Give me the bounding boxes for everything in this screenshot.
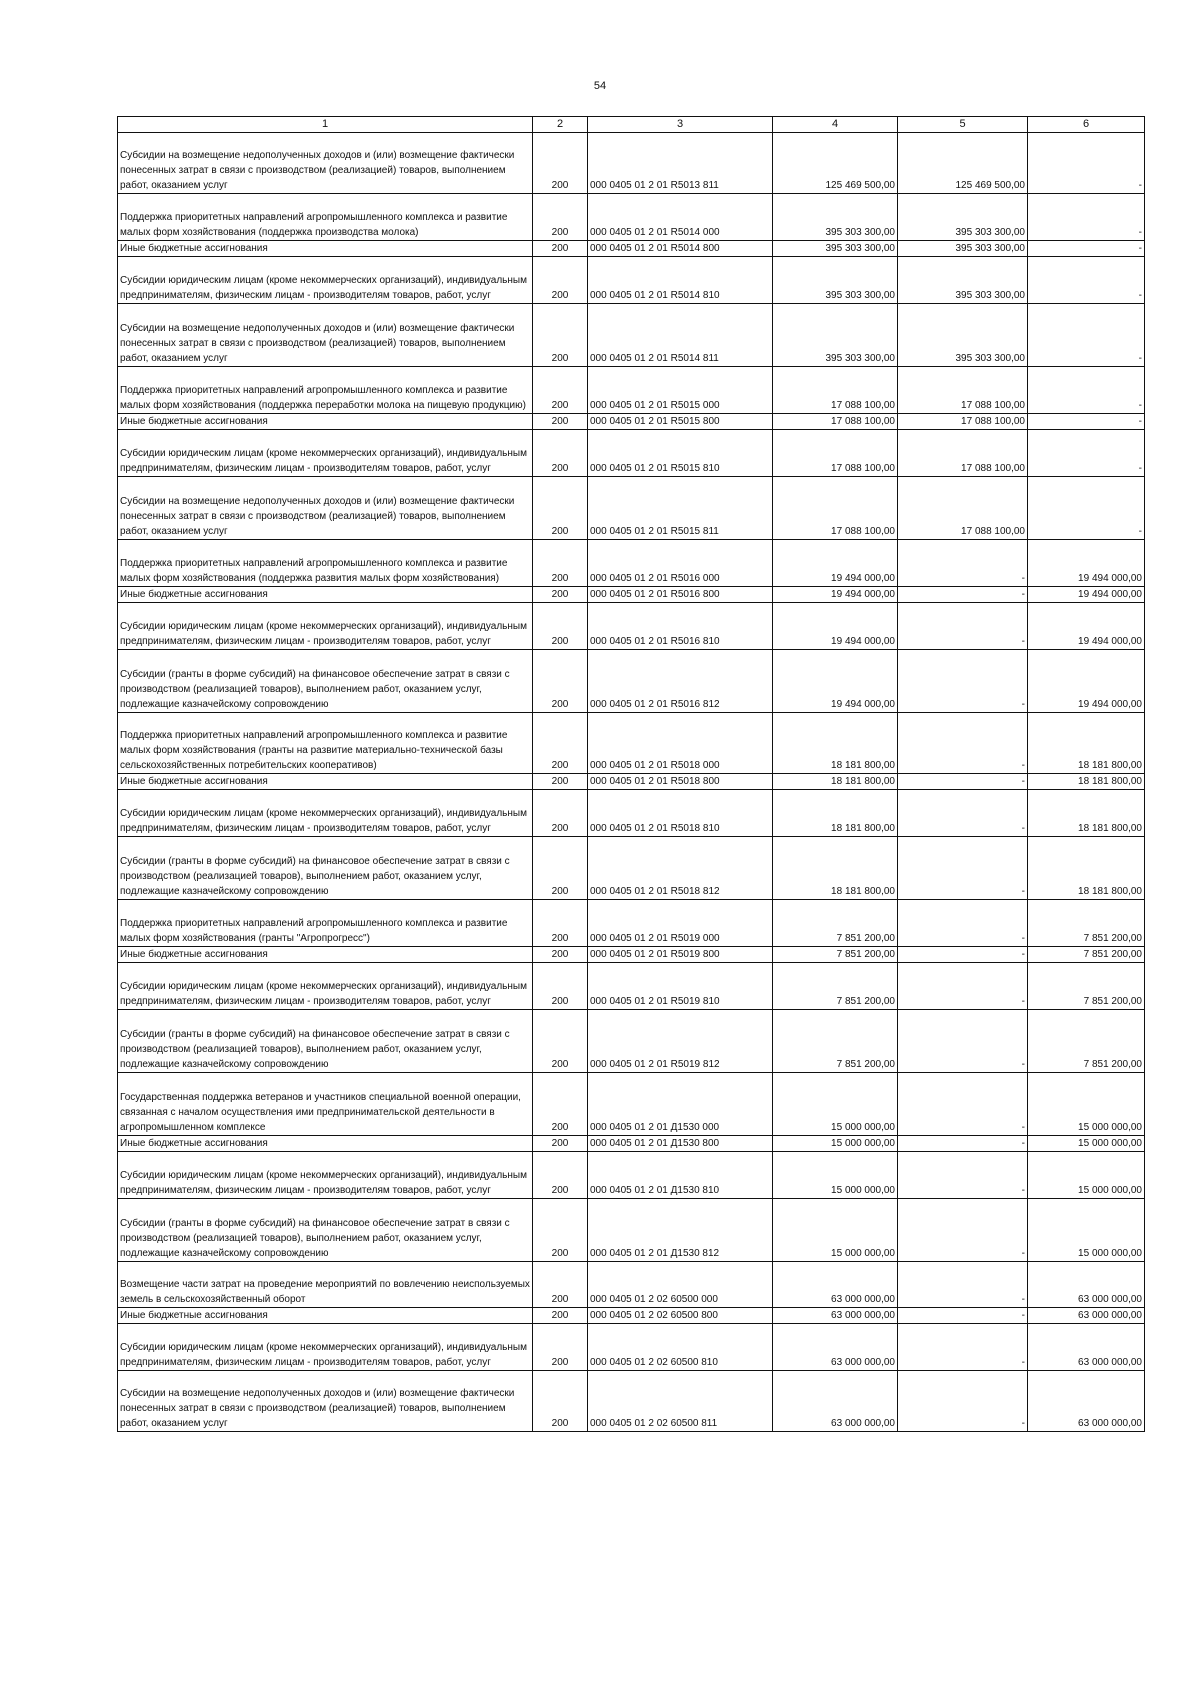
amount-col6-cell: 18 181 800,00 — [1028, 774, 1145, 790]
amount-col6-cell: 18 181 800,00 — [1028, 713, 1145, 774]
row-name-cell — [118, 367, 533, 414]
amount-col6-cell: - — [1028, 477, 1145, 540]
amount-col6-cell: 63 000 000,00 — [1028, 1324, 1145, 1371]
table-row — [118, 603, 1145, 650]
table-row — [118, 1324, 1145, 1371]
amount-col4-cell: 395 303 300,00 — [773, 304, 898, 367]
table-row — [118, 304, 1145, 367]
amount-col6-cell: - — [1028, 257, 1145, 304]
row-name: Поддержка приоритетных направлений агропромышленного комплекса и развитие малых форм хозяйствования (поддержка переработки молока на пищевую продукцию) — [120, 385, 526, 411]
row-name-cell — [118, 1199, 533, 1262]
amount-col5-cell: - — [898, 1371, 1028, 1432]
admin-code-cell: 200 — [533, 1262, 588, 1308]
row-name-cell — [118, 1073, 533, 1136]
amount-col5-cell: - — [898, 1262, 1028, 1308]
row-name: Иные бюджетные ассигнования — [120, 589, 268, 600]
table-row — [118, 1073, 1145, 1136]
amount-col5-cell: - — [898, 774, 1028, 790]
budget-code-cell: 000 0405 01 2 01 R5015 800 — [588, 414, 773, 430]
budget-code-cell: 000 0405 01 2 01 Д1530 800 — [588, 1136, 773, 1152]
amount-col5-cell: - — [898, 837, 1028, 900]
row-name-cell — [118, 194, 533, 241]
row-name: Иные бюджетные ассигнования — [120, 243, 268, 254]
budget-code-cell: 000 0405 01 2 01 R5014 810 — [588, 257, 773, 304]
budget-code-cell: 000 0405 01 2 01 R5014 800 — [588, 241, 773, 257]
amount-col4-cell: 17 088 100,00 — [773, 477, 898, 540]
budget-code-cell: 000 0405 01 2 01 R5015 000 — [588, 367, 773, 414]
table-row — [118, 257, 1145, 304]
row-name-cell — [118, 1152, 533, 1199]
row-name-cell — [118, 1308, 533, 1324]
amount-col5-cell: - — [898, 1073, 1028, 1136]
amount-col4-cell: 63 000 000,00 — [773, 1262, 898, 1308]
amount-col6-cell: - — [1028, 241, 1145, 257]
amount-col6-cell: 18 181 800,00 — [1028, 790, 1145, 837]
cell-spacer — [120, 1201, 530, 1216]
amount-col4-cell: 63 000 000,00 — [773, 1371, 898, 1432]
amount-col4-cell: 15 000 000,00 — [773, 1073, 898, 1136]
amount-col6-cell: 7 851 200,00 — [1028, 1010, 1145, 1073]
admin-code-cell: 200 — [533, 194, 588, 241]
row-name-cell — [118, 1262, 533, 1308]
admin-code-cell: 200 — [533, 947, 588, 963]
table-row — [118, 367, 1145, 414]
amount-col5-cell: - — [898, 1136, 1028, 1152]
cell-spacer — [120, 306, 530, 321]
budget-code-cell: 000 0405 01 2 01 R5019 000 — [588, 900, 773, 947]
amount-col4-cell: 19 494 000,00 — [773, 540, 898, 587]
table-row — [118, 650, 1145, 713]
amount-col6-cell: 15 000 000,00 — [1028, 1136, 1145, 1152]
amount-col5-cell: - — [898, 1324, 1028, 1371]
row-name: Субсидии на возмещение недополученных доходов и (или) возмещение фактически понесенных затрат в связи с производством (реализацией) товаров, выполнением работ, оказанием услуг — [120, 150, 515, 191]
cell-spacer — [120, 479, 530, 494]
budget-code-cell: 000 0405 01 2 01 R5016 000 — [588, 540, 773, 587]
amount-col4-cell: 7 851 200,00 — [773, 947, 898, 963]
row-name: Субсидии юридическим лицам (кроме некоммерческих организаций), индивидуальным предпринимателям, физическим лицам - производителям товаров, работ, услуг — [120, 981, 527, 1007]
row-name-cell — [118, 790, 533, 837]
amount-col5-cell: 395 303 300,00 — [898, 241, 1028, 257]
budget-code-cell: 000 0405 01 2 01 R5013 811 — [588, 133, 773, 194]
admin-code-cell: 200 — [533, 900, 588, 947]
amount-col6-cell: - — [1028, 304, 1145, 367]
row-name: Субсидии (гранты в форме субсидий) на финансовое обеспечение затрат в связи с производством (реализацией товаров), выполнением работ, оказанием услуг, подлежащие казначейскому сопровождению — [120, 669, 510, 710]
admin-code-cell: 200 — [533, 1199, 588, 1262]
row-name: Субсидии юридическим лицам (кроме некоммерческих организаций), индивидуальным предпринимателям, физическим лицам - производителям товаров, работ, услуг — [120, 275, 527, 301]
amount-col5-cell: 395 303 300,00 — [898, 257, 1028, 304]
amount-col4-cell: 15 000 000,00 — [773, 1152, 898, 1199]
amount-col6-cell: - — [1028, 414, 1145, 430]
admin-code-cell: 200 — [533, 1073, 588, 1136]
column-header: 1 — [118, 117, 533, 133]
budget-code-cell: 000 0405 01 2 01 Д1530 810 — [588, 1152, 773, 1199]
row-name: Поддержка приоритетных направлений агропромышленного комплекса и развитие малых форм хозяйствования (поддержка производства молока) — [120, 212, 508, 238]
budget-code-cell: 000 0405 01 2 01 R5016 800 — [588, 587, 773, 603]
amount-col5-cell: - — [898, 1010, 1028, 1073]
column-header: 5 — [898, 117, 1028, 133]
admin-code-cell: 200 — [533, 1324, 588, 1371]
row-name: Субсидии на возмещение недополученных доходов и (или) возмещение фактически понесенных затрат в связи с производством (реализацией) товаров, выполнением работ, оказанием услуг — [120, 323, 515, 364]
row-name-cell — [118, 414, 533, 430]
table-row — [118, 1199, 1145, 1262]
amount-col4-cell: 7 851 200,00 — [773, 963, 898, 1010]
row-name-cell — [118, 1371, 533, 1432]
row-name-cell — [118, 650, 533, 713]
row-name: Иные бюджетные ассигнования — [120, 416, 268, 427]
cell-spacer — [120, 839, 530, 854]
row-name: Поддержка приоритетных направлений агропромышленного комплекса и развитие малых форм хозяйствования (гранты "Агропрогресс") — [120, 918, 508, 944]
amount-col4-cell: 7 851 200,00 — [773, 900, 898, 947]
amount-col6-cell: 19 494 000,00 — [1028, 650, 1145, 713]
amount-col6-cell: 7 851 200,00 — [1028, 900, 1145, 947]
amount-col5-cell: - — [898, 650, 1028, 713]
row-name: Иные бюджетные ассигнования — [120, 949, 268, 960]
admin-code-cell: 200 — [533, 963, 588, 1010]
row-name: Иные бюджетные ассигнования — [120, 1138, 268, 1149]
amount-col4-cell: 19 494 000,00 — [773, 650, 898, 713]
row-name-cell — [118, 1136, 533, 1152]
amount-col5-cell: 17 088 100,00 — [898, 430, 1028, 477]
amount-col6-cell: 15 000 000,00 — [1028, 1199, 1145, 1262]
admin-code-cell: 200 — [533, 713, 588, 774]
column-header: 6 — [1028, 117, 1145, 133]
row-name-cell — [118, 963, 533, 1010]
amount-col5-cell: 395 303 300,00 — [898, 194, 1028, 241]
budget-code-cell: 000 0405 01 2 01 Д1530 812 — [588, 1199, 773, 1262]
amount-col4-cell: 18 181 800,00 — [773, 837, 898, 900]
row-name: Поддержка приоритетных направлений агропромышленного комплекса и развитие малых форм хозяйствования (гранты на развитие материально-технической базы сельскохозяйственных потребительских кооперативов) — [120, 730, 508, 771]
table-row — [118, 900, 1145, 947]
budget-code-cell: 000 0405 01 2 02 60500 000 — [588, 1262, 773, 1308]
row-name-cell — [118, 477, 533, 540]
cell-spacer — [120, 1075, 530, 1090]
budget-code-cell: 000 0405 01 2 01 R5016 812 — [588, 650, 773, 713]
budget-code-cell: 000 0405 01 2 01 R5014 811 — [588, 304, 773, 367]
amount-col6-cell: 63 000 000,00 — [1028, 1308, 1145, 1324]
column-header: 2 — [533, 117, 588, 133]
row-name-cell — [118, 713, 533, 774]
amount-col6-cell: 15 000 000,00 — [1028, 1152, 1145, 1199]
amount-col4-cell: 15 000 000,00 — [773, 1136, 898, 1152]
amount-col4-cell: 17 088 100,00 — [773, 414, 898, 430]
row-name: Иные бюджетные ассигнования — [120, 776, 268, 787]
amount-col6-cell: 15 000 000,00 — [1028, 1073, 1145, 1136]
amount-col4-cell: 63 000 000,00 — [773, 1308, 898, 1324]
admin-code-cell: 200 — [533, 1152, 588, 1199]
admin-code-cell: 200 — [533, 430, 588, 477]
page-number: 54 — [593, 80, 607, 92]
amount-col4-cell: 18 181 800,00 — [773, 713, 898, 774]
budget-code-cell: 000 0405 01 2 01 R5018 800 — [588, 774, 773, 790]
amount-col5-cell: - — [898, 1308, 1028, 1324]
table-row — [118, 241, 1145, 257]
amount-col5-cell: - — [898, 790, 1028, 837]
admin-code-cell: 200 — [533, 1308, 588, 1324]
row-name: Субсидии юридическим лицам (кроме некоммерческих организаций), индивидуальным предпринимателям, физическим лицам - производителям товаров, работ, услуг — [120, 1170, 527, 1196]
amount-col5-cell: - — [898, 947, 1028, 963]
row-name-cell — [118, 947, 533, 963]
amount-col6-cell: 7 851 200,00 — [1028, 963, 1145, 1010]
amount-col5-cell: 17 088 100,00 — [898, 367, 1028, 414]
amount-col4-cell: 15 000 000,00 — [773, 1199, 898, 1262]
row-name-cell — [118, 430, 533, 477]
budget-table — [117, 116, 1145, 1432]
amount-col6-cell: 19 494 000,00 — [1028, 540, 1145, 587]
amount-col5-cell: - — [898, 900, 1028, 947]
amount-col4-cell: 395 303 300,00 — [773, 194, 898, 241]
amount-col4-cell: 18 181 800,00 — [773, 774, 898, 790]
row-name: Иные бюджетные ассигнования — [120, 1310, 268, 1321]
budget-code-cell: 000 0405 01 2 01 R5018 812 — [588, 837, 773, 900]
budget-code-cell: 000 0405 01 2 01 Д1530 000 — [588, 1073, 773, 1136]
amount-col5-cell: - — [898, 713, 1028, 774]
row-name-cell — [118, 900, 533, 947]
table-row — [118, 587, 1145, 603]
amount-col5-cell: 395 303 300,00 — [898, 304, 1028, 367]
column-header: 4 — [773, 117, 898, 133]
admin-code-cell: 200 — [533, 603, 588, 650]
budget-code-cell: 000 0405 01 2 01 R5019 800 — [588, 947, 773, 963]
table-row — [118, 540, 1145, 587]
row-name: Государственная поддержка ветеранов и участников специальной военной операции, связанная с началом осуществления ими предпринимательской деятельности в агропромышленном комплексе — [120, 1092, 521, 1133]
amount-col5-cell: 125 469 500,00 — [898, 133, 1028, 194]
amount-col4-cell: 125 469 500,00 — [773, 133, 898, 194]
amount-col4-cell: 7 851 200,00 — [773, 1010, 898, 1073]
amount-col5-cell: - — [898, 603, 1028, 650]
row-name-cell — [118, 837, 533, 900]
row-name-cell — [118, 1010, 533, 1073]
amount-col5-cell: - — [898, 540, 1028, 587]
cell-spacer — [120, 1262, 530, 1277]
amount-col6-cell: - — [1028, 430, 1145, 477]
amount-col6-cell: 19 494 000,00 — [1028, 587, 1145, 603]
admin-code-cell: 200 — [533, 477, 588, 540]
admin-code-cell: 200 — [533, 790, 588, 837]
row-name: Субсидии (гранты в форме субсидий) на финансовое обеспечение затрат в связи с производством (реализацией товаров), выполнением работ, оказанием услуг, подлежащие казначейскому сопровождению — [120, 856, 510, 897]
row-name-cell — [118, 603, 533, 650]
table-row — [118, 1152, 1145, 1199]
row-name: Поддержка приоритетных направлений агропромышленного комплекса и развитие малых форм хозяйствования (поддержка развития малых форм хозяйствования) — [120, 558, 508, 584]
budget-code-cell: 000 0405 01 2 01 R5018 000 — [588, 713, 773, 774]
row-name-cell — [118, 540, 533, 587]
table-row — [118, 477, 1145, 540]
table-row — [118, 790, 1145, 837]
table-row — [118, 1136, 1145, 1152]
row-name: Субсидии юридическим лицам (кроме некоммерческих организаций), индивидуальным предпринимателям, физическим лицам - производителям товаров, работ, услуг — [120, 448, 527, 474]
table-row — [118, 194, 1145, 241]
amount-col5-cell: - — [898, 1152, 1028, 1199]
admin-code-cell: 200 — [533, 540, 588, 587]
admin-code-cell: 200 — [533, 837, 588, 900]
budget-code-cell: 000 0405 01 2 02 60500 810 — [588, 1324, 773, 1371]
amount-col4-cell: 18 181 800,00 — [773, 790, 898, 837]
header-row — [118, 117, 1145, 133]
amount-col6-cell: - — [1028, 133, 1145, 194]
budget-code-cell: 000 0405 01 2 01 R5014 000 — [588, 194, 773, 241]
row-name-cell — [118, 1324, 533, 1371]
admin-code-cell: 200 — [533, 587, 588, 603]
budget-code-cell: 000 0405 01 2 02 60500 811 — [588, 1371, 773, 1432]
admin-code-cell: 200 — [533, 774, 588, 790]
amount-col5-cell: 17 088 100,00 — [898, 477, 1028, 540]
amount-col4-cell: 63 000 000,00 — [773, 1324, 898, 1371]
table-row — [118, 133, 1145, 194]
budget-code-cell: 000 0405 01 2 01 R5016 810 — [588, 603, 773, 650]
row-name: Субсидии на возмещение недополученных доходов и (или) возмещение фактически понесенных затрат в связи с производством (реализацией) товаров, выполнением работ, оказанием услуг — [120, 496, 515, 537]
row-name-cell — [118, 587, 533, 603]
budget-code-cell: 000 0405 01 2 01 R5015 810 — [588, 430, 773, 477]
admin-code-cell: 200 — [533, 257, 588, 304]
row-name: Субсидии юридическим лицам (кроме некоммерческих организаций), индивидуальным предпринимателям, физическим лицам - производителям товаров, работ, услуг — [120, 621, 527, 647]
row-name: Субсидии (гранты в форме субсидий) на финансовое обеспечение затрат в связи с производством (реализацией товаров), выполнением работ, оказанием услуг, подлежащие казначейскому сопровождению — [120, 1218, 510, 1259]
table-row — [118, 713, 1145, 774]
admin-code-cell: 200 — [533, 367, 588, 414]
amount-col4-cell: 395 303 300,00 — [773, 241, 898, 257]
column-header: 3 — [588, 117, 773, 133]
table-row — [118, 1262, 1145, 1308]
admin-code-cell: 200 — [533, 241, 588, 257]
amount-col4-cell: 395 303 300,00 — [773, 257, 898, 304]
amount-col4-cell: 19 494 000,00 — [773, 603, 898, 650]
amount-col4-cell: 17 088 100,00 — [773, 430, 898, 477]
cell-spacer — [120, 652, 530, 667]
budget-code-cell: 000 0405 01 2 01 R5018 810 — [588, 790, 773, 837]
amount-col5-cell: - — [898, 1199, 1028, 1262]
budget-code-cell: 000 0405 01 2 02 60500 800 — [588, 1308, 773, 1324]
table-row — [118, 1010, 1145, 1073]
amount-col6-cell: 7 851 200,00 — [1028, 947, 1145, 963]
amount-col6-cell: 63 000 000,00 — [1028, 1371, 1145, 1432]
amount-col6-cell: 18 181 800,00 — [1028, 837, 1145, 900]
amount-col6-cell: 19 494 000,00 — [1028, 603, 1145, 650]
row-name: Субсидии юридическим лицам (кроме некоммерческих организаций), индивидуальным предпринимателям, физическим лицам - производителям товаров, работ, услуг — [120, 808, 527, 834]
amount-col6-cell: - — [1028, 194, 1145, 241]
table-row — [118, 1308, 1145, 1324]
budget-code-cell: 000 0405 01 2 01 R5019 810 — [588, 963, 773, 1010]
cell-spacer — [120, 1012, 530, 1027]
table-row — [118, 947, 1145, 963]
admin-code-cell: 200 — [533, 650, 588, 713]
amount-col4-cell: 17 088 100,00 — [773, 367, 898, 414]
admin-code-cell: 200 — [533, 414, 588, 430]
amount-col6-cell: - — [1028, 367, 1145, 414]
row-name-cell — [118, 774, 533, 790]
amount-col4-cell: 19 494 000,00 — [773, 587, 898, 603]
cell-spacer — [120, 1371, 530, 1386]
table-row — [118, 414, 1145, 430]
row-name: Возмещение части затрат на проведение мероприятий по вовлечению неиспользуемых земель в сельскохозяйственный оборот — [120, 1279, 530, 1305]
amount-col6-cell: 63 000 000,00 — [1028, 1262, 1145, 1308]
admin-code-cell: 200 — [533, 1010, 588, 1073]
amount-col5-cell: - — [898, 963, 1028, 1010]
row-name: Субсидии на возмещение недополученных доходов и (или) возмещение фактически понесенных затрат в связи с производством (реализацией) товаров, выполнением работ, оказанием услуг — [120, 1388, 515, 1429]
table-row — [118, 837, 1145, 900]
budget-code-cell: 000 0405 01 2 01 R5019 812 — [588, 1010, 773, 1073]
row-name: Субсидии (гранты в форме субсидий) на финансовое обеспечение затрат в связи с производством (реализацией товаров), выполнением работ, оказанием услуг, подлежащие казначейскому сопровождению — [120, 1029, 510, 1070]
table-row — [118, 1371, 1145, 1432]
row-name-cell — [118, 257, 533, 304]
row-name-cell — [118, 241, 533, 257]
table-row — [118, 963, 1145, 1010]
row-name-cell — [118, 133, 533, 194]
admin-code-cell: 200 — [533, 304, 588, 367]
row-name-cell — [118, 304, 533, 367]
table-row — [118, 774, 1145, 790]
amount-col5-cell: - — [898, 587, 1028, 603]
cell-spacer — [120, 133, 530, 148]
admin-code-cell: 200 — [533, 1371, 588, 1432]
table-row — [118, 430, 1145, 477]
row-name: Субсидии юридическим лицам (кроме некоммерческих организаций), индивидуальным предпринимателям, физическим лицам - производителям товаров, работ, услуг — [120, 1342, 527, 1368]
admin-code-cell: 200 — [533, 1136, 588, 1152]
budget-code-cell: 000 0405 01 2 01 R5015 811 — [588, 477, 773, 540]
amount-col5-cell: 17 088 100,00 — [898, 414, 1028, 430]
admin-code-cell: 200 — [533, 133, 588, 194]
